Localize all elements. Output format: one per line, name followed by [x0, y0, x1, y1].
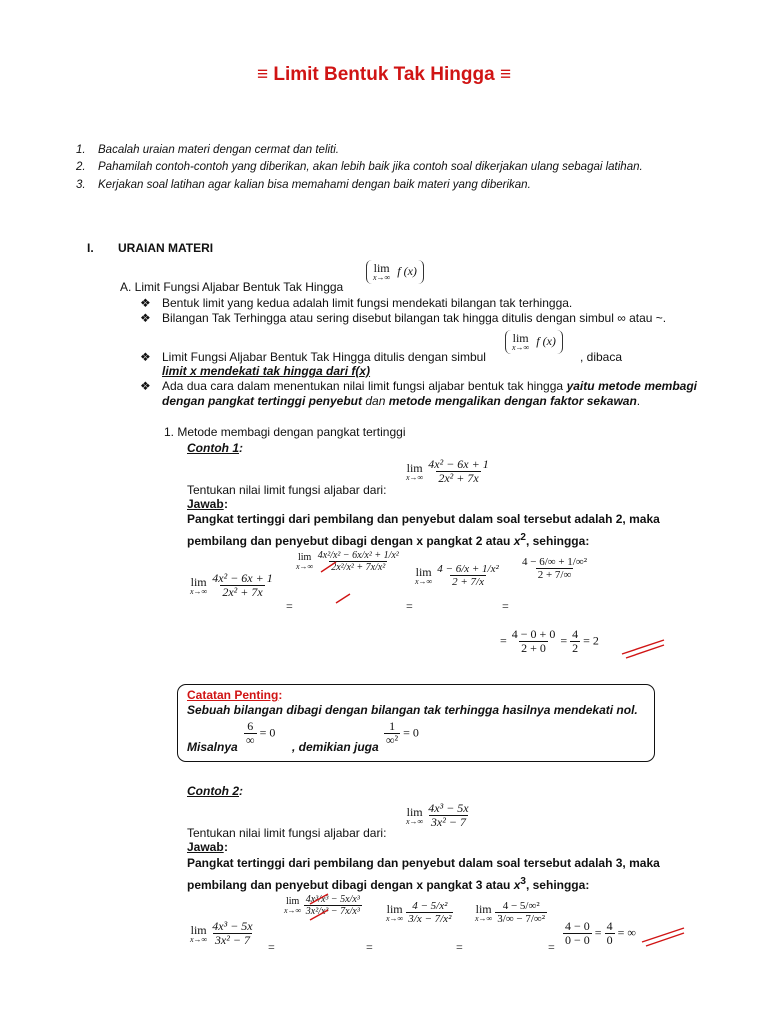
- note-example-connector: , demikian juga: [292, 740, 379, 754]
- instruction-list: [76, 142, 696, 194]
- example1-expression: lim x→∞ $\frac{\text{4x² − 6x + 1}}{\text{2x² + 7x}}$: [406, 457, 489, 486]
- cancel-marks: [306, 890, 366, 930]
- example-label: Contoh 1:: [187, 441, 243, 455]
- note-example-1: $\frac{6}{\infty}$ = 0: [246, 719, 276, 748]
- list-item: 2. Pahamilah contoh-contoh yang diberikan, akan lebih baik jika contoh soal dikerjakan ulang sebagai latihan.: [76, 161, 643, 173]
- example-explanation: Pangkat tertinggi dari pembilang dan penyebut dalam soal tersebut adalah 3, maka: [187, 856, 660, 870]
- example2-result: $\frac{4 - 0}{0 - 0}$ = $\frac{4}{0}$ = ∞: [565, 919, 636, 948]
- example2-expression: lim x→∞ $\frac{\text{4x³ − 5x}}{\text{3x² − 7}}$: [406, 801, 469, 830]
- example2-step4: lim x→∞ $\frac{\text{4 − 5/∞²}}{\text{3/∞ − 7/∞²}}$: [475, 900, 546, 926]
- example1-result: = $\frac{4 - 0 + 0}{2 + 0}$ = $\frac{4}{2}$ = 2: [500, 627, 599, 656]
- note-example-label: Misalnya: [187, 740, 238, 754]
- list-item: ❖ Limit Fungsi Aljabar Bentuk Tak Hingga ditulis dengan simbul: [140, 350, 486, 364]
- example-explanation: pembilang dan penyebut dibagi dengan x pangkat 2 atau $x^2$, sehingga:: [187, 532, 590, 548]
- limit-notation: lim x→∞ f (x): [505, 330, 563, 354]
- page-title: ≡ Limit Bentuk Tak Hingga ≡: [256, 64, 512, 85]
- section-heading: URAIAN MATERI: [118, 241, 214, 255]
- example1-step4: $\frac{\text{4 − 6/∞ + 1/∞²}}{2 + 7/\infty}$: [522, 556, 588, 582]
- method-heading: 1. Metode membagi dengan pangkat tertinggi: [164, 425, 406, 439]
- note-example-2: $\frac{1}{\text{∞²}}$ = 0: [386, 719, 419, 748]
- answer-label: Jawab: [187, 497, 224, 511]
- example2-step2: lim x→∞ $\frac{\text{4x³/x³ − 5x/x³}}{\text{3x²/x³ − 7x/x³}}$: [284, 894, 360, 917]
- list-item: ❖ Ada dua cara dalam menentukan nilai limit fungsi aljabar bentuk tak hingga yaitu metode membagi dengan pangkat tertinggi penyebut dan metode mengalikan dengan faktor sekawan.: [140, 379, 697, 408]
- example-explanation: Pangkat tertinggi dari pembilang dan penyebut dalam soal tersebut adalah 2, maka: [187, 512, 660, 526]
- bullet-suffix: , dibaca: [580, 350, 623, 364]
- list-item: 1. Bacalah uraian materi dengan cermat dan teliti.: [76, 144, 340, 156]
- note-text: Sebuah bilangan dibagi dengan bilangan tak terhingga hasilnya mendekati nol.: [187, 703, 638, 717]
- answer-label: Jawab: [187, 840, 224, 854]
- list-item: ❖ Bilangan Tak Terhingga atau sering disebut bilangan tak hingga ditulis dengan simbul ∞ atau ~.: [140, 311, 667, 325]
- example1-step3: lim x→∞ $\frac{\text{4 − 6/x + 1/x²}}{2 + 7/x}$: [415, 563, 499, 589]
- limit-reading: limit x mendekati tak hingga dari f(x): [162, 364, 371, 378]
- diamond-bullet-icon: ❖: [140, 296, 151, 310]
- example-explanation: pembilang dan penyebut dibagi dengan x pangkat 3 atau $x^3$, sehingga:: [187, 876, 590, 892]
- diamond-bullet-icon: ❖: [140, 350, 151, 364]
- result-underline-marks: [640, 924, 686, 948]
- example-prompt: Tentukan nilai limit fungsi aljabar dari:: [187, 826, 387, 840]
- example2-step1: lim x→∞ $\frac{\text{4x³ − 5x}}{\text{3x² − 7}}$: [190, 919, 253, 948]
- diamond-bullet-icon: ❖: [140, 379, 151, 393]
- section-number: I.: [87, 241, 94, 255]
- list-item: ❖ Bentuk limit yang kedua adalah limit fungsi mendekati bilangan tak terhingga.: [140, 296, 573, 310]
- diamond-bullet-icon: ❖: [140, 311, 151, 325]
- limit-notation: lim x→∞ f (x): [366, 260, 424, 284]
- cancel-marks: [316, 548, 416, 618]
- example-label: Contoh 2:: [187, 784, 243, 798]
- result-underline-marks: [620, 636, 666, 660]
- note-title: Catatan Penting:: [187, 688, 283, 702]
- example2-step3: lim x→∞ $\frac{\text{4 − 5/x²}}{\text{3/x − 7/x²}}$: [386, 900, 452, 926]
- bullet-list: [140, 296, 700, 326]
- example1-step1: lim x→∞ $\frac{\text{4x² − 6x + 1}}{\text{2x² + 7x}}$: [190, 571, 273, 600]
- list-item: 3. Kerjakan soal latihan agar kalian bisa memahami dengan baik materi yang diberikan.: [76, 179, 531, 191]
- example-prompt: Tentukan nilai limit fungsi aljabar dari:: [187, 483, 387, 497]
- subsection-heading: A. Limit Fungsi Aljabar Bentuk Tak Hingga: [120, 280, 344, 294]
- example1-step2: lim x→∞ $\frac{\text{4x²/x² − 6x/x² + 1/x²}}{\text{2x²/x² + 7x/x²}}$: [296, 550, 399, 573]
